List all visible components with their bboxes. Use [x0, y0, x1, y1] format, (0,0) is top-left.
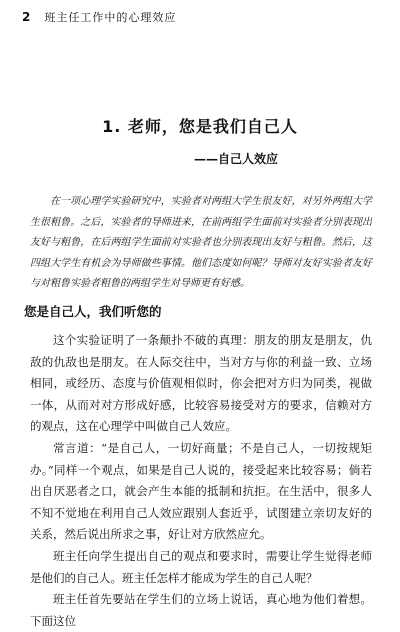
body-paragraph: 班主任向学生提出自己的观点和要求时，需要让学生觉得老师是他们的自己人。班主任怎样才能成为学生的自己人呢？	[30, 548, 372, 585]
body-paragraph: 常言道：“是自己人，一切好商量；不是自己人，一切按规矩办。”同样一个观点，如果是自己人说的，接受起来比较容易；倘若出自厌恶者之口，就会产生本能的抵制和抗拒。在生活中，很多人不知不觉地在利用自己人效应跟别人套近乎，试图建立亲切友好的关系，然后说出所求之事，好让对方欣然应允。	[30, 440, 372, 542]
body-paragraph: 这个实验证明了一条颠扑不破的真理：朋友的朋友是朋友，仇敌的仇敌也是朋友。在人际交往中，当对方与你的利益一致、立场相同，或经历、态度与价值观相似时，你会把对方归为同类，视做一体，从而对对方形成好感，比较容易接受对方的要求，信赖对方的观点，这在心理学中叫做自己人效应。	[30, 333, 372, 434]
running-title: 班主任工作中的心理效应	[44, 11, 177, 24]
page-number: 2	[22, 10, 31, 24]
body-text	[30, 330, 372, 632]
intro-paragraph: 在一项心理学实验研究中，实验者对两组大学生很友好，对另外两组大学生很粗鲁。之后，实验者的导师进来，在前两组学生面前对实验者分别表现出友好与粗鲁，在后两组学生面前对实验者也分别表现出友好与粗鲁。然后，这四组大学生有机会为导师做些事情。他们态度如何呢？导师对友好实验者友好与对粗鲁实验者粗鲁的两组学生对导师更有好感。	[30, 196, 372, 289]
chapter-title: 1. 老师，您是我们自己人	[102, 117, 298, 136]
chapter-subtitle: ——自己人效应	[193, 152, 278, 166]
body-paragraph: 班主任首先要站在学生们的立场上说话，真心地为他们着想。下面这位	[30, 592, 372, 628]
section-heading: 您是自己人，我们听您的	[24, 304, 162, 319]
running-header	[22, 9, 176, 25]
